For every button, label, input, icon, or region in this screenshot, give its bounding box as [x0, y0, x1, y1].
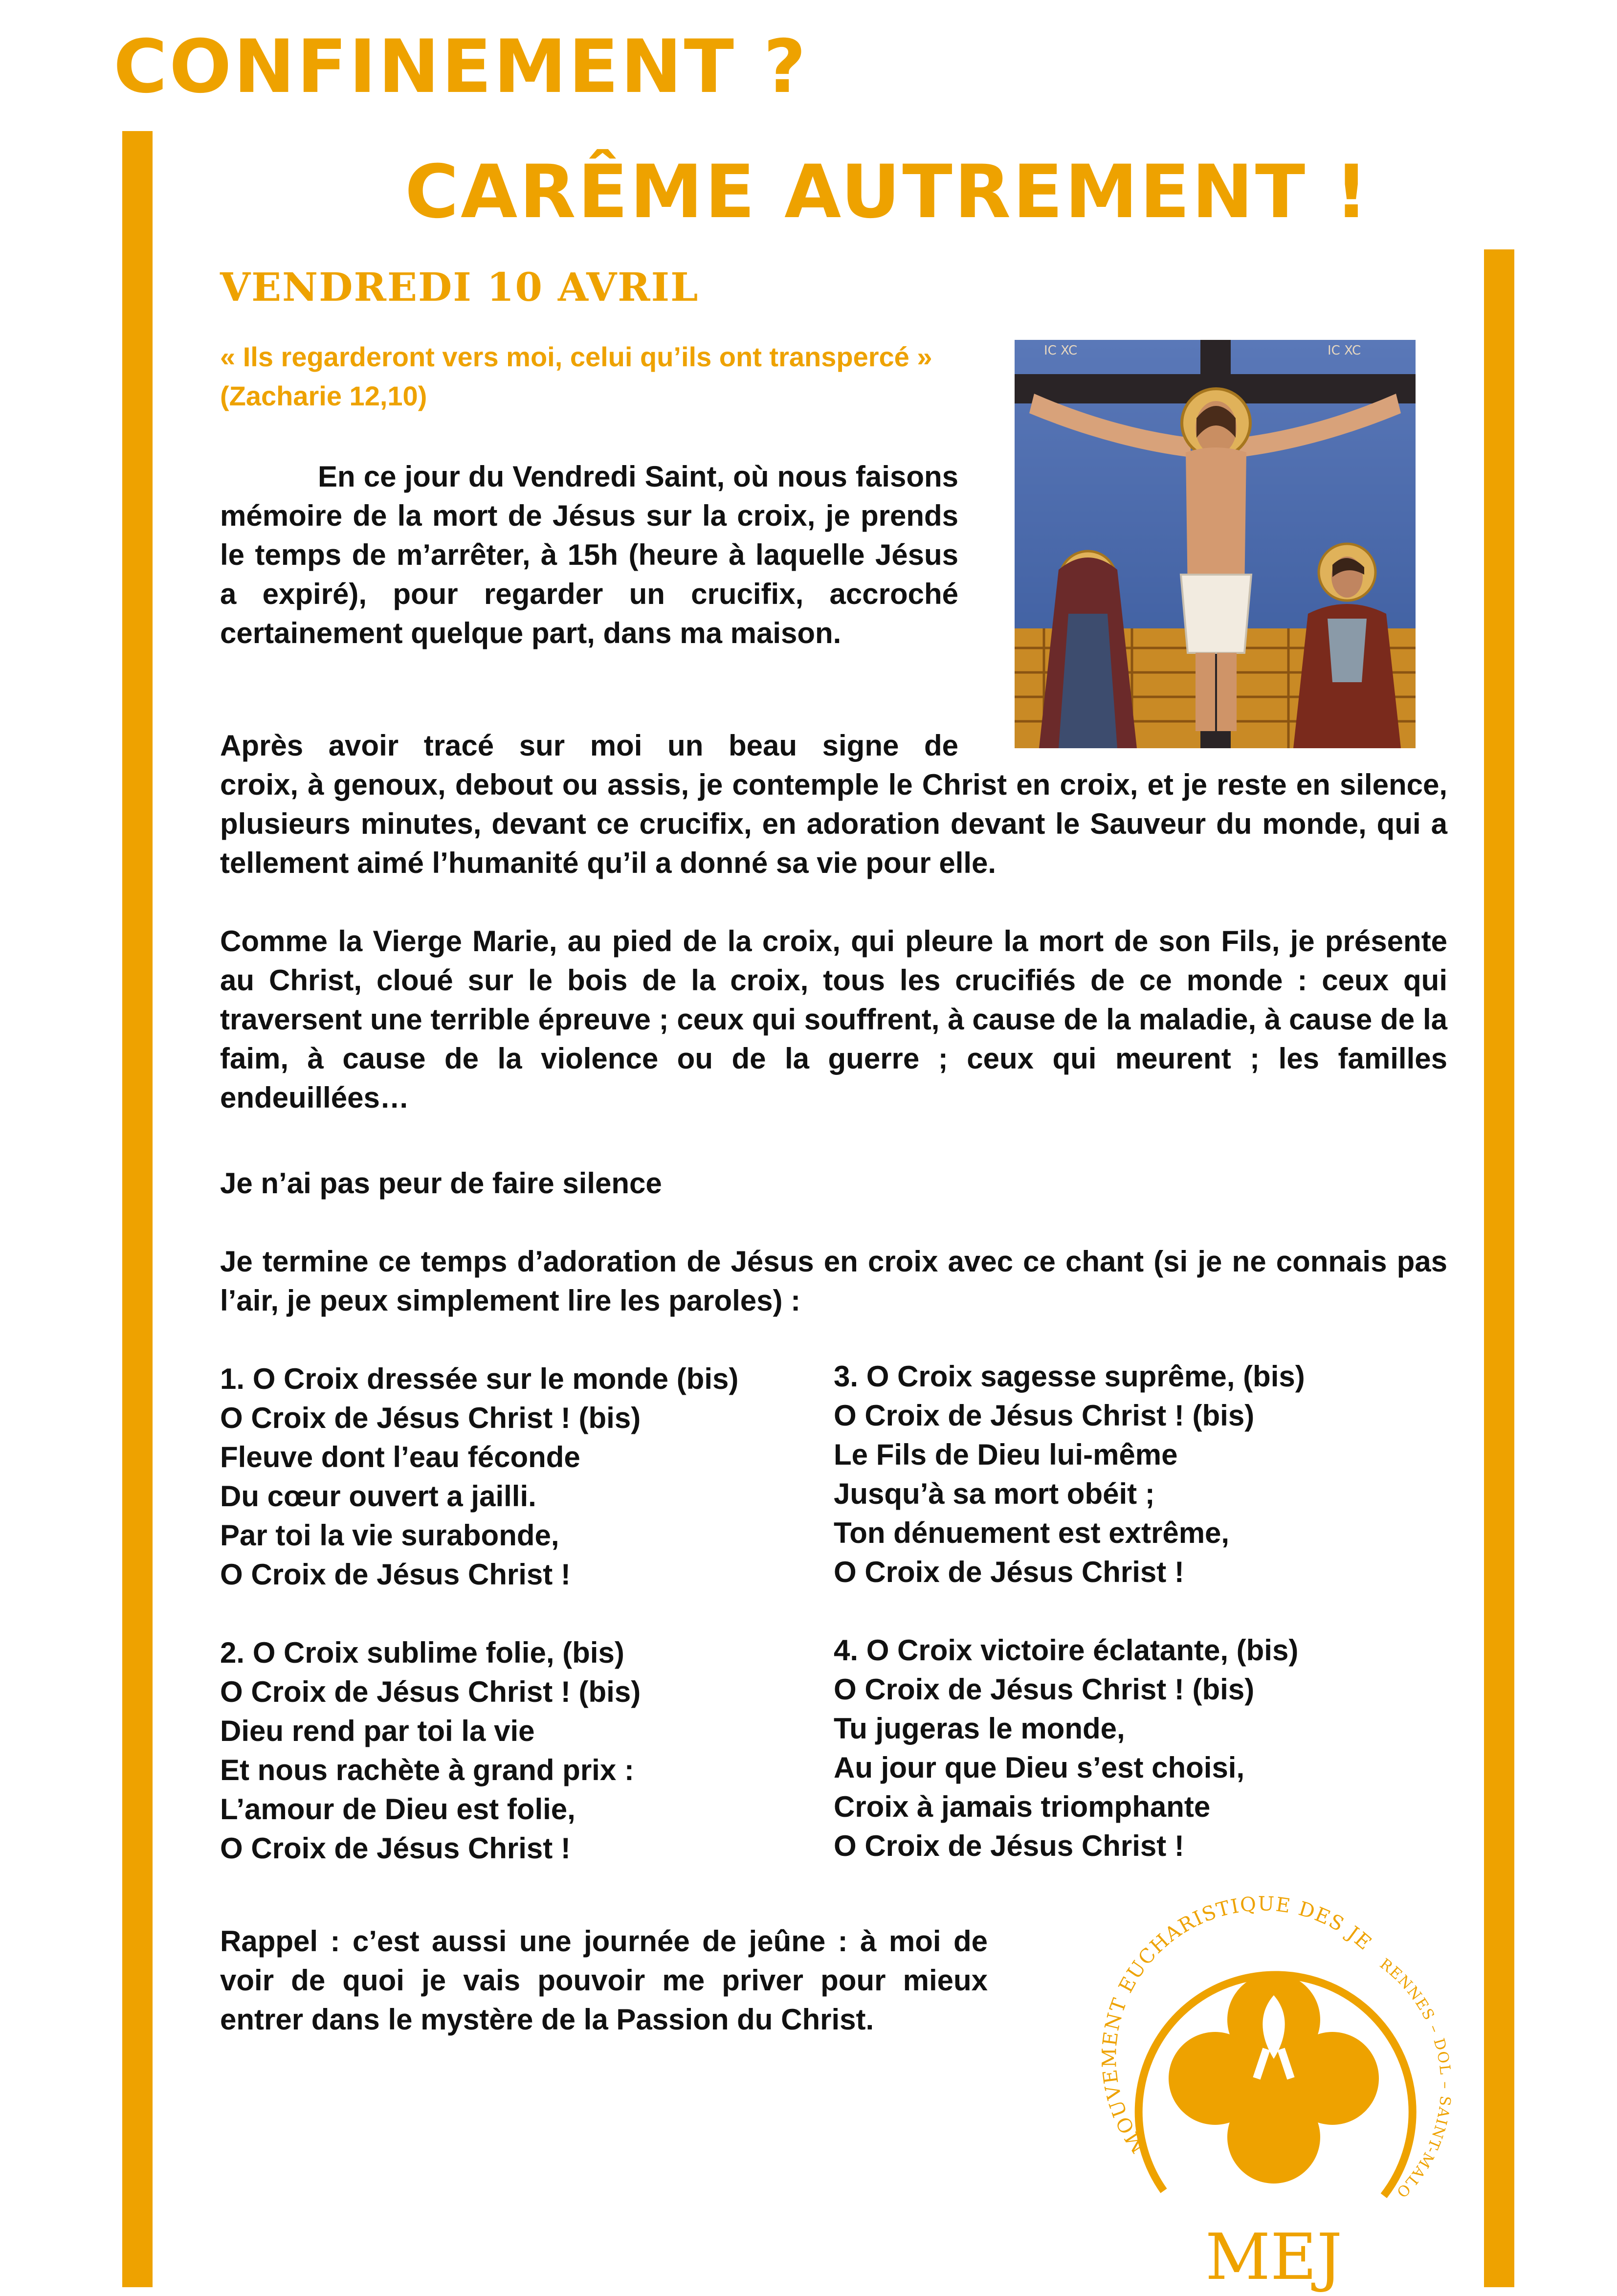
scripture-quote: « Ils regarderont vers moi, celui qu’ils ont transpercé » (Zacharie 12,10): [220, 341, 932, 411]
verse-line: 2. O Croix sublime folie, (bis): [220, 1636, 624, 1669]
icon-inscription-left: IC XC: [1044, 343, 1078, 358]
song-verse-2: [220, 1633, 641, 1868]
verse-line: Jusqu’à sa mort obéit ;: [834, 1477, 1155, 1510]
verse-line: Ton dénuement est extrême,: [834, 1516, 1230, 1549]
verse-line: O Croix de Jésus Christ ! (bis): [834, 1399, 1255, 1432]
verse-line: Par toi la vie surabonde,: [220, 1519, 559, 1552]
verse-line: 3. O Croix sagesse suprême, (bis): [834, 1360, 1305, 1393]
verse-line: O Croix de Jésus Christ ! (bis): [834, 1673, 1255, 1706]
rappel-paragraph: Rappel : c’est aussi une journée de jeûne : à moi de voir de quoi je vais pouvoir me priver pour mieux entrer dans le mystère de la Passion du Christ.: [220, 1925, 988, 2036]
song-verse-4: [834, 1631, 1298, 1866]
verse-line: Le Fils de Dieu lui-même: [834, 1438, 1178, 1471]
date-heading: VENDREDI 10 AVRIL: [220, 264, 699, 310]
crucifixion-icon-image: [1015, 340, 1416, 748]
paragraph-5: Je termine ce temps d’adoration de Jésus en croix avec ce chant (si je ne connais pas l’air, je peux simplement lire les paroles) :: [220, 1245, 1447, 1317]
logo-acronym: MEJ: [1205, 2220, 1343, 2294]
paragraph-4: Je n’ai pas peur de faire silence: [220, 1167, 662, 1200]
paragraph-3: Comme la Vierge Marie, au pied de la croix, qui pleure la mort de son Fils, je présente au Christ, cloué sur le bois de la croix, tous les crucifiés de ce monde : ceux qui traversent une terrible épreuve ; ceux qui souffrent, à cause de la maladie, à cause de la faim, à cause de la violence ou de la guerre ; ceux qui meurent ; les familles endeuillées…: [220, 925, 1447, 1114]
icon-inscription-right: IC XC: [1328, 343, 1361, 358]
verse-line: Fleuve dont l’eau féconde: [220, 1441, 580, 1473]
verse-line: Du cœur ouvert a jailli.: [220, 1480, 536, 1513]
verse-line: Croix à jamais triomphante: [834, 1790, 1211, 1823]
mej-logo-graphic: [1090, 1893, 1457, 2294]
verse-line: 4. O Croix victoire éclatante, (bis): [834, 1634, 1299, 1667]
mej-logo: [1090, 1893, 1457, 2294]
right-accent-bar: [1484, 249, 1514, 2287]
verse-line: O Croix de Jésus Christ ! (bis): [220, 1402, 641, 1434]
paragraph-1: En ce jour du Vendredi Saint, où nous faisons mémoire de la mort de Jésus sur la croix, je prends le temps de m’arrêter, à 15h (heure à laquelle Jésus a expiré), pour regarder un crucifix, accroché certainement quelque part, dans ma maison.: [220, 460, 958, 649]
logo-ring-text: MOUVEMENT EUCHARISTIQUE DES JE: [1098, 1893, 1376, 2157]
verse-line: O Croix de Jésus Christ ! (bis): [220, 1675, 641, 1708]
verse-line: Au jour que Dieu s’est choisi,: [834, 1751, 1245, 1784]
verse-line: O Croix de Jésus Christ !: [220, 1832, 571, 1865]
paragraph-2-start: Après avoir tracé sur moi un beau signe de: [220, 729, 958, 762]
title-line-2: CARÊME AUTREMENT !: [405, 150, 1370, 235]
verse-line: O Croix de Jésus Christ !: [220, 1558, 571, 1591]
title-line-1: CONFINEMENT ?: [113, 24, 808, 110]
verse-line: Et nous rachète à grand prix :: [220, 1754, 634, 1786]
verse-line: O Croix de Jésus Christ !: [834, 1556, 1184, 1588]
verse-line: Tu jugeras le monde,: [834, 1712, 1125, 1745]
paragraph-2-rest: croix, à genoux, debout ou assis, je contemple le Christ en croix, et je reste en silence, plusieurs minutes, devant ce crucifix, en adoration devant le Sauveur du monde, qui a tellement aimé l’humanité qu’il a donné sa vie pour elle.: [220, 768, 1447, 879]
crucifixion-illustration: [1015, 340, 1416, 748]
verse-line: O Croix de Jésus Christ !: [834, 1829, 1184, 1862]
song-verse-3: [834, 1357, 1305, 1592]
verse-line: 1. O Croix dressée sur le monde (bis): [220, 1362, 739, 1395]
left-accent-bar: [122, 131, 153, 2287]
logo-ring-text-right: RENNES – DOL – SAINT-MALO: [1376, 1955, 1454, 2202]
song-verse-1: [220, 1360, 738, 1594]
svg-text:RENNES – DOL – SAINT-MALO: [1376, 1955, 1454, 2201]
verse-line: L’amour de Dieu est folie,: [220, 1793, 576, 1826]
verse-line: Dieu rend par toi la vie: [220, 1715, 535, 1747]
